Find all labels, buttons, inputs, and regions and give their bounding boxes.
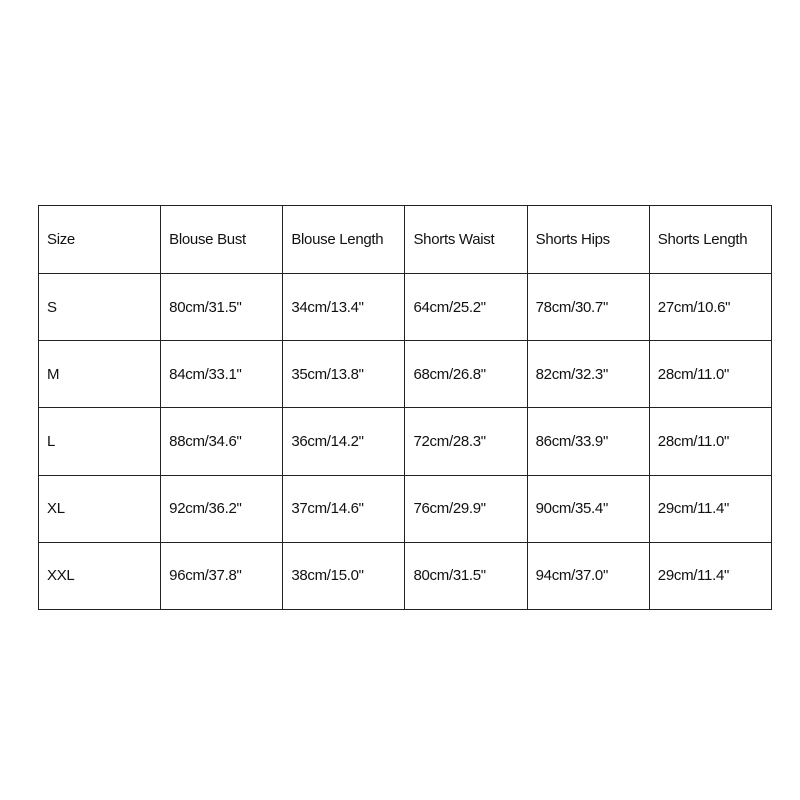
table-row — [39, 542, 772, 609]
cell-size: XL — [39, 475, 161, 542]
cell-shorts-hips: 90cm/35.4" — [527, 475, 649, 542]
cell-size: M — [39, 341, 161, 408]
cell-blouse-length: 37cm/14.6" — [283, 475, 405, 542]
header-cell-shorts-length: Shorts Length — [649, 206, 771, 274]
cell-blouse-bust: 96cm/37.8" — [161, 542, 283, 609]
cell-blouse-bust: 92cm/36.2" — [161, 475, 283, 542]
table-row — [39, 475, 772, 542]
cell-shorts-length: 29cm/11.4" — [649, 475, 771, 542]
table-row — [39, 274, 772, 341]
cell-shorts-length: 28cm/11.0" — [649, 341, 771, 408]
cell-size: L — [39, 408, 161, 475]
cell-shorts-hips: 78cm/30.7" — [527, 274, 649, 341]
cell-blouse-bust: 88cm/34.6" — [161, 408, 283, 475]
cell-shorts-waist: 68cm/26.8" — [405, 341, 527, 408]
header-cell-shorts-waist: Shorts Waist — [405, 206, 527, 274]
cell-size: XXL — [39, 542, 161, 609]
table-header-row — [39, 206, 772, 274]
table-row — [39, 341, 772, 408]
cell-shorts-waist: 80cm/31.5" — [405, 542, 527, 609]
cell-shorts-length: 28cm/11.0" — [649, 408, 771, 475]
cell-shorts-length: 27cm/10.6" — [649, 274, 771, 341]
cell-shorts-length: 29cm/11.4" — [649, 542, 771, 609]
cell-blouse-length: 38cm/15.0" — [283, 542, 405, 609]
header-cell-blouse-length: Blouse Length — [283, 206, 405, 274]
cell-shorts-hips: 94cm/37.0" — [527, 542, 649, 609]
header-cell-blouse-bust: Blouse Bust — [161, 206, 283, 274]
cell-shorts-waist: 76cm/29.9" — [405, 475, 527, 542]
cell-blouse-bust: 80cm/31.5" — [161, 274, 283, 341]
cell-shorts-hips: 86cm/33.9" — [527, 408, 649, 475]
table-row — [39, 408, 772, 475]
cell-shorts-waist: 64cm/25.2" — [405, 274, 527, 341]
size-chart-table — [38, 205, 772, 610]
cell-shorts-hips: 82cm/32.3" — [527, 341, 649, 408]
header-cell-size: Size — [39, 206, 161, 274]
cell-size: S — [39, 274, 161, 341]
header-cell-shorts-hips: Shorts Hips — [527, 206, 649, 274]
cell-blouse-length: 36cm/14.2" — [283, 408, 405, 475]
cell-blouse-bust: 84cm/33.1" — [161, 341, 283, 408]
cell-blouse-length: 35cm/13.8" — [283, 341, 405, 408]
cell-blouse-length: 34cm/13.4" — [283, 274, 405, 341]
cell-shorts-waist: 72cm/28.3" — [405, 408, 527, 475]
